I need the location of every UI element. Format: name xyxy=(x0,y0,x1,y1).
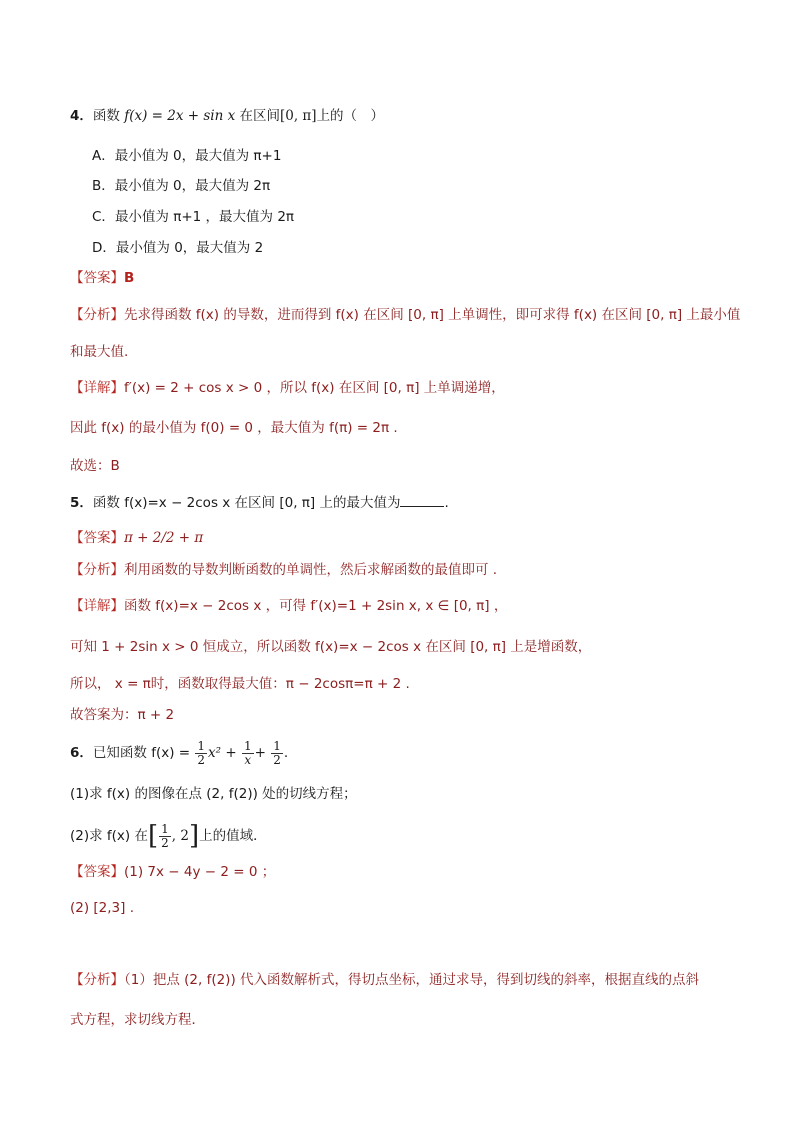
q4-option-b: B．最小值为 0，最大值为 2π xyxy=(92,178,271,194)
q6-part1: (1)求 f(x) 的图像在点 (2, f(2)) 处的切线方程； xyxy=(70,786,357,802)
fraction: $\frac{1}{2}$ xyxy=(161,821,169,850)
q4-choose: 故选：B xyxy=(70,458,120,474)
q4-option-c: C．最小值为 π+1 ，最大值为 2π xyxy=(92,209,295,225)
q4-stem: 4．函数 f(x) = 2x + sin x 在区间[0, π]上的（ ） xyxy=(70,108,385,124)
q4-detail-line2: 因此 f(x) 的最小值为 f(0) = 0 ，最大值为 f(π) = 2π . xyxy=(70,420,398,436)
answer-blank xyxy=(400,492,444,507)
q5-analysis: 【分析】利用函数的导数判断函数的单调性，然后求解函数的最值即可 . xyxy=(70,562,498,578)
q4-option-a: A．最小值为 0，最大值为 π+1 xyxy=(92,148,282,164)
q5-stem: 5．函数 f(x)=x − 2cos x 在区间 [0, π] 上的最大值为 . xyxy=(70,492,734,513)
q5-detail-line1: 【详解】函数 f(x)=x − 2cos x ，可得 f′(x)=1 + 2sin x, x ∈ [0, π] ， xyxy=(70,598,508,614)
q4-analysis-line2: 和最大值. xyxy=(70,344,129,360)
q5-final: 故答案为：π + 2 xyxy=(70,707,175,723)
q4-answer: 【答案】B xyxy=(70,270,135,286)
q4-analysis-line1: 【分析】先求得函数 f(x) 的导数，进而得到 f(x) 在区间 [0, π] 上单调性，即可求得 f(x) 在区间 [0, π] 上最小值 xyxy=(70,307,741,323)
fraction: $\frac{1}{2}$ xyxy=(273,738,281,767)
fraction: $\frac{1}{2}$ xyxy=(197,738,206,767)
q4-detail-line1: 【详解】f′(x) = 2 + cos x > 0 ，所以 f(x) 在区间 [0, π] 上单调递增， xyxy=(70,380,505,396)
q5-detail-line2: 可知 1 + 2sin x > 0 恒成立，所以函数 f(x)=x − 2cos x 在区间 [0, π] 上是增函数， xyxy=(70,639,592,655)
q6-analysis-line2: 式方程，求切线方程． xyxy=(70,1012,205,1028)
q6-answer2: (2) [2,3] . xyxy=(70,900,134,916)
q4-option-d: D．最小值为 0，最大值为 2 xyxy=(92,240,264,256)
q6-stem: 6．已知函数 f(x) = $\frac{1}{2}$ x² + $\frac{1}{x}$ + $\frac{1}{2}$ . xyxy=(70,738,289,767)
q6-analysis-line1: 【分析】（1）把点 (2, f(2)) 代入函数解析式，得切点坐标，通过求导，得到切线的斜率，根据直线的点斜 xyxy=(70,972,700,988)
q5-answer: 【答案】π + 2/2 + π xyxy=(70,530,204,546)
q6-answer1: 【答案】(1) 7x − 4y − 2 = 0 ； xyxy=(70,864,276,880)
fraction: $\frac{1}{x}$ xyxy=(243,738,252,767)
q5-detail-line3: 所以， x = π时，函数取得最大值：π − 2cosπ=π + 2 . xyxy=(70,676,410,692)
q6-part2: (2)求 f(x) 在[ $\frac{1}{2}$ , 2]上的值域． xyxy=(70,821,267,851)
